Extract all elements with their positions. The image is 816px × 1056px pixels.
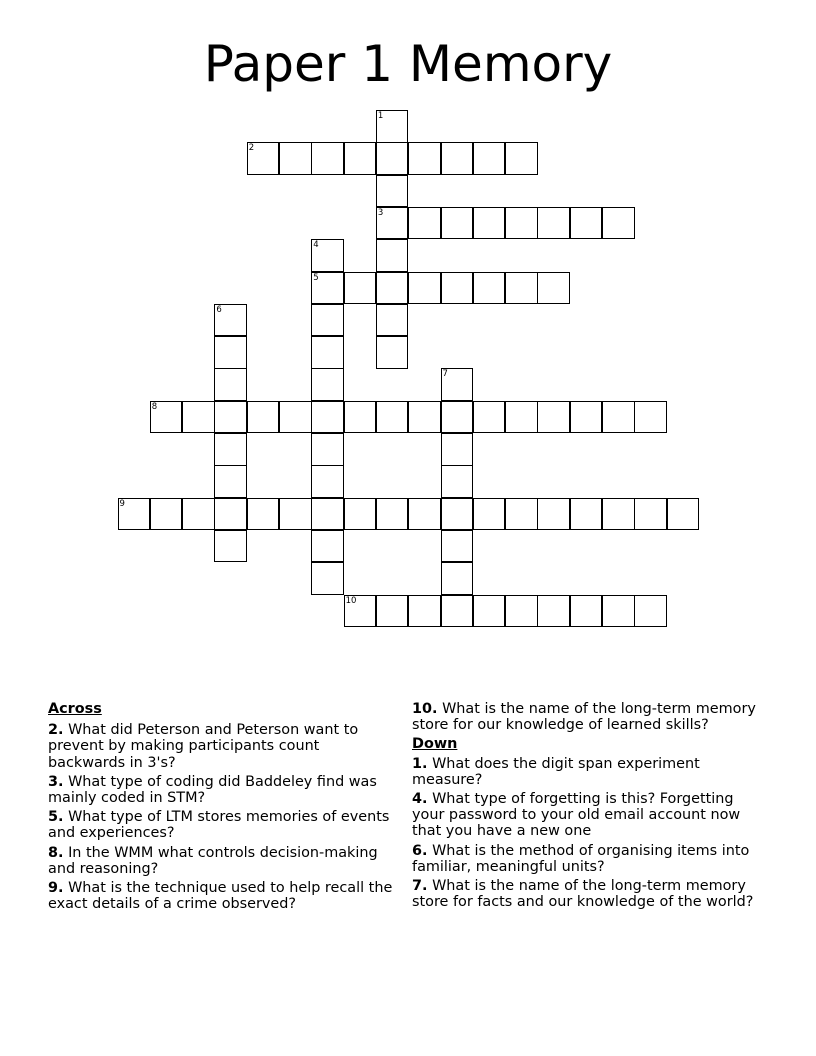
crossword-cell[interactable] [311, 239, 344, 272]
crossword-cell[interactable] [570, 401, 603, 434]
clue-across-3 [48, 774, 398, 806]
crossword-cell[interactable] [441, 368, 474, 401]
clue-across-5 [48, 809, 398, 841]
crossword-cell[interactable] [570, 595, 603, 628]
clue-number: 7. [412, 878, 428, 895]
crossword-cell[interactable] [473, 142, 506, 175]
crossword-cell[interactable] [441, 401, 474, 434]
crossword-cell[interactable] [505, 207, 538, 240]
crossword-cell[interactable] [344, 401, 377, 434]
clue-number: 6. [412, 842, 428, 859]
crossword-cell[interactable] [247, 498, 280, 531]
crossword-cell[interactable] [182, 401, 215, 434]
crossword-cell[interactable] [214, 304, 247, 337]
clue-number: 5. [48, 809, 64, 826]
clue-text: In the WMM what controls decision-making and reasoning? [48, 844, 378, 877]
clue-text: What did Peterson and Peterson want to prevent by making participants count backwards in 3's? [48, 722, 359, 771]
crossword-cell[interactable] [118, 498, 151, 531]
crossword-cell[interactable] [344, 498, 377, 531]
crossword-cell[interactable] [214, 336, 247, 369]
crossword-cell[interactable] [311, 368, 344, 401]
crossword-cell[interactable] [473, 498, 506, 531]
crossword-cell[interactable] [344, 595, 377, 628]
crossword-cell[interactable] [344, 272, 377, 305]
crossword-cell[interactable] [311, 498, 344, 531]
crossword-cell[interactable] [634, 498, 667, 531]
clue-down-6 [412, 843, 762, 875]
crossword-cell[interactable] [441, 433, 474, 466]
crossword-cell[interactable] [150, 401, 183, 434]
crossword-cell[interactable] [311, 401, 344, 434]
crossword-cell[interactable] [376, 595, 409, 628]
clue-number-label: 9 [119, 498, 125, 509]
crossword-cell[interactable] [441, 530, 474, 563]
clue-across-10 [412, 701, 762, 733]
crossword-cell[interactable] [376, 401, 409, 434]
crossword-cell[interactable] [311, 304, 344, 337]
crossword-cell[interactable] [214, 401, 247, 434]
clue-number: 8. [48, 844, 64, 861]
crossword-cell[interactable] [311, 562, 344, 595]
down-heading: Down [412, 736, 458, 753]
crossword-cell[interactable] [505, 272, 538, 305]
crossword-cell[interactable] [408, 207, 441, 240]
crossword-cell[interactable] [473, 207, 506, 240]
clue-number-label: 1 [377, 111, 384, 121]
crossword-cell[interactable] [473, 272, 506, 305]
crossword-cell[interactable] [537, 207, 570, 240]
page-title: Paper 1 Memory [203, 35, 613, 93]
clue-down-1 [412, 756, 762, 788]
crossword-cell[interactable] [214, 498, 247, 531]
crossword-cell[interactable] [473, 401, 506, 434]
crossword-cell[interactable] [408, 498, 441, 531]
clue-down-7 [412, 878, 762, 910]
clue-number-label: 6 [216, 304, 222, 315]
crossword-cell[interactable] [182, 498, 215, 531]
crossword-cell[interactable] [537, 272, 570, 305]
clue-number-label: 2 [248, 143, 255, 154]
crossword-cell[interactable] [634, 595, 667, 628]
clues-right-column [412, 701, 762, 913]
crossword-cell[interactable] [376, 304, 409, 337]
clue-text: What is the name of the long-term memory store for facts and our knowledge of the world? [412, 878, 754, 911]
clue-across-9 [48, 880, 398, 912]
crossword-cell[interactable] [537, 498, 570, 531]
across-heading: Across [48, 701, 102, 717]
crossword-cell[interactable] [279, 498, 312, 531]
crossword-cell[interactable] [408, 401, 441, 434]
clue-number: 2. [48, 722, 64, 739]
crossword-cell[interactable] [279, 142, 312, 175]
clue-number: 3. [48, 773, 64, 790]
crossword-cell[interactable] [602, 595, 635, 628]
crossword-cell[interactable] [441, 272, 474, 305]
crossword-cell[interactable] [408, 595, 441, 628]
clue-down-4 [412, 791, 762, 840]
crossword-cell[interactable] [214, 530, 247, 563]
crossword-cell[interactable] [602, 401, 635, 434]
crossword-cell[interactable] [311, 272, 344, 305]
crossword-cell[interactable] [441, 142, 474, 175]
clue-number: 4. [412, 791, 428, 808]
clue-text: What is the technique used to help recall the exact details of a crime observed? [48, 880, 393, 913]
crossword-cell[interactable] [376, 207, 409, 240]
crossword-cell[interactable] [311, 142, 344, 175]
crossword-cell[interactable] [473, 595, 506, 628]
crossword-cell[interactable] [505, 401, 538, 434]
crossword-cell[interactable] [441, 595, 474, 628]
crossword-cell[interactable] [376, 272, 409, 305]
crossword-cell[interactable] [376, 336, 409, 369]
clue-text: What does the digit span experiment measure? [412, 755, 700, 788]
crossword-cell[interactable] [214, 433, 247, 466]
crossword-cell[interactable] [311, 530, 344, 563]
clue-text: What is the name of the long-term memory store for our knowledge of learned skills? [412, 701, 756, 734]
crossword-cell[interactable] [279, 401, 312, 434]
crossword-cell[interactable] [570, 207, 603, 240]
clue-text: What type of forgetting is this? Forgetting your password to your old email account now that you have a new one [412, 791, 741, 840]
clue-text: What type of coding did Baddeley find was mainly coded in STM? [48, 773, 377, 807]
clue-text: What type of LTM stores memories of events and experiences? [48, 809, 390, 842]
crossword-cell[interactable] [570, 498, 603, 531]
crossword-cell[interactable] [311, 336, 344, 369]
crossword-cell[interactable] [408, 272, 441, 305]
clue-number-label: 3 [377, 207, 384, 218]
crossword-cell[interactable] [602, 207, 635, 240]
crossword-cell[interactable] [376, 110, 409, 143]
crossword-cell[interactable] [150, 498, 183, 531]
clue-number-label: 4 [313, 240, 319, 251]
crossword-cell[interactable] [311, 433, 344, 466]
crossword-cell[interactable] [214, 465, 247, 498]
clue-number-label: 5 [313, 272, 319, 283]
crossword-cell[interactable] [376, 175, 409, 208]
clues-left-column [48, 701, 398, 915]
crossword-cell[interactable] [311, 465, 344, 498]
clue-text: What is the method of organising items into familiar, meaningful units? [412, 842, 750, 875]
crossword-cell[interactable] [537, 595, 570, 628]
crossword-cell[interactable] [537, 401, 570, 434]
crossword-cell[interactable] [634, 401, 667, 434]
crossword-cell[interactable] [667, 498, 700, 531]
crossword-cell[interactable] [214, 368, 247, 401]
crossword-cell[interactable] [505, 498, 538, 531]
crossword-cell[interactable] [441, 207, 474, 240]
crossword-cell[interactable] [602, 498, 635, 531]
crossword-cell[interactable] [376, 498, 409, 531]
crossword-cell[interactable] [408, 142, 441, 175]
clue-number-label: 8 [151, 401, 158, 412]
crossword-cell[interactable] [505, 142, 538, 175]
crossword-cell[interactable] [441, 498, 474, 531]
crossword-cell[interactable] [441, 562, 474, 595]
crossword-cell[interactable] [441, 465, 474, 498]
crossword-cell[interactable] [247, 401, 280, 434]
clue-number-label: 10 [345, 595, 357, 606]
clue-number: 9. [48, 880, 64, 897]
clue-number: 10. [412, 701, 438, 717]
crossword-cell[interactable] [247, 142, 280, 175]
crossword-cell[interactable] [344, 142, 377, 175]
crossword-cell[interactable] [376, 142, 409, 175]
clue-across-8 [48, 845, 398, 877]
crossword-cell[interactable] [376, 239, 409, 272]
clue-number-label: 7 [442, 369, 448, 380]
clue-across-2 [48, 722, 398, 771]
clue-number: 1. [412, 755, 428, 772]
crossword-cell[interactable] [505, 595, 538, 628]
